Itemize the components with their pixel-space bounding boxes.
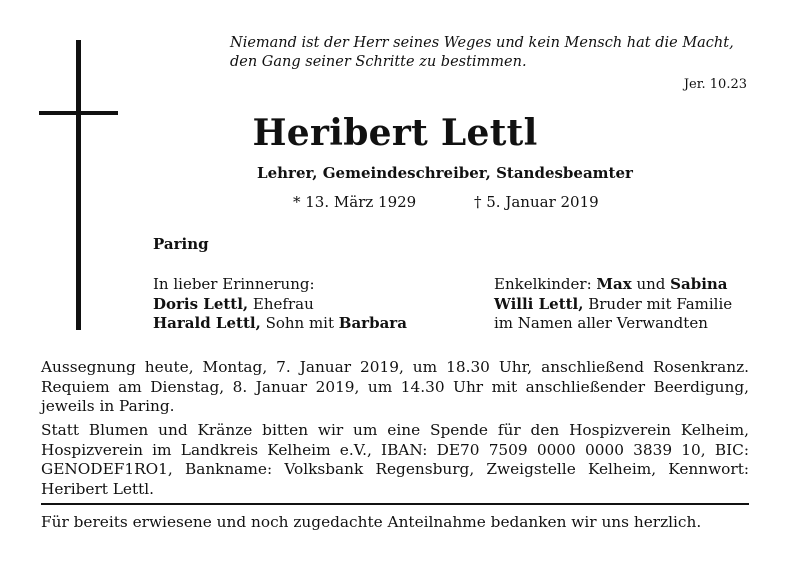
mourner-relation: Ehefrau: [248, 294, 314, 313]
birth-date: * 13. März 1929: [293, 193, 417, 211]
deceased-occupation: Lehrer, Gemeindeschreiber, Standesbeamter: [257, 164, 633, 182]
mourner-name: Doris Lettl,: [153, 294, 249, 313]
quote-reference: Jer. 10.23: [683, 77, 747, 92]
mourner-relation: Sohn mit: [260, 314, 339, 332]
service-info: Aussegnung heute, Montag, 7. Januar 2019, um 18.30 Uhr, anschließend Rosenkranz. Requiem am Dienstag, 8. Januar 2019, um 14.30 Uhr mit anschließender Beerdigung, jeweils in Paring.: [41, 358, 749, 415]
bible-quote: [230, 34, 750, 72]
quote-line: den Gang seiner Schritte zu bestimmen.: [230, 54, 527, 70]
mourners-left: [153, 275, 407, 334]
thanks-line: Für bereits erwiesene und noch zugedachte Anteilnahme bedanken wir uns herzlich.: [41, 513, 702, 531]
death-date: † 5. Januar 2019: [474, 193, 599, 211]
mourners-right: [494, 275, 732, 334]
mourner-relation: Enkelkinder:: [494, 275, 597, 293]
place: Paring: [153, 235, 209, 253]
donation-info: Statt Blumen und Kränze bitten wir um eine Spende für den Hospizverein Kelheim, Hospizverein im Landkreis Kelheim e.V., IBAN: DE70 7509 0000 0000 3839 10, BIC: GENODEF1RO1, Bankname: Volksbank Regensburg, Zweigstelle Kelheim, Kennwort: Heribert Lettl.: [41, 421, 749, 498]
quote-line: Niemand ist der Herr seines Weges und kein Mensch hat die Macht,: [230, 35, 734, 51]
mourner-name: Max: [596, 275, 632, 293]
mourner-line: [494, 275, 732, 295]
mourner-line: im Namen aller Verwandten: [494, 314, 708, 332]
deceased-name: Heribert Lettl: [252, 112, 538, 154]
divider: [41, 503, 749, 505]
mourner-relation: Bruder mit Familie: [583, 294, 733, 313]
mourner-name: Barbara: [338, 314, 407, 332]
mourners-intro: In lieber Erinnerung:: [153, 275, 315, 293]
mourner-conjunction: und: [631, 275, 671, 293]
mourner-name: Harald Lettl,: [153, 314, 261, 332]
mourner-line: [494, 295, 732, 315]
mourner-line: [153, 314, 407, 334]
mourner-name: Sabina: [670, 275, 728, 293]
mourner-name: Willi Lettl,: [494, 294, 584, 313]
mourner-line: [153, 295, 407, 315]
cross-icon: [76, 40, 81, 330]
